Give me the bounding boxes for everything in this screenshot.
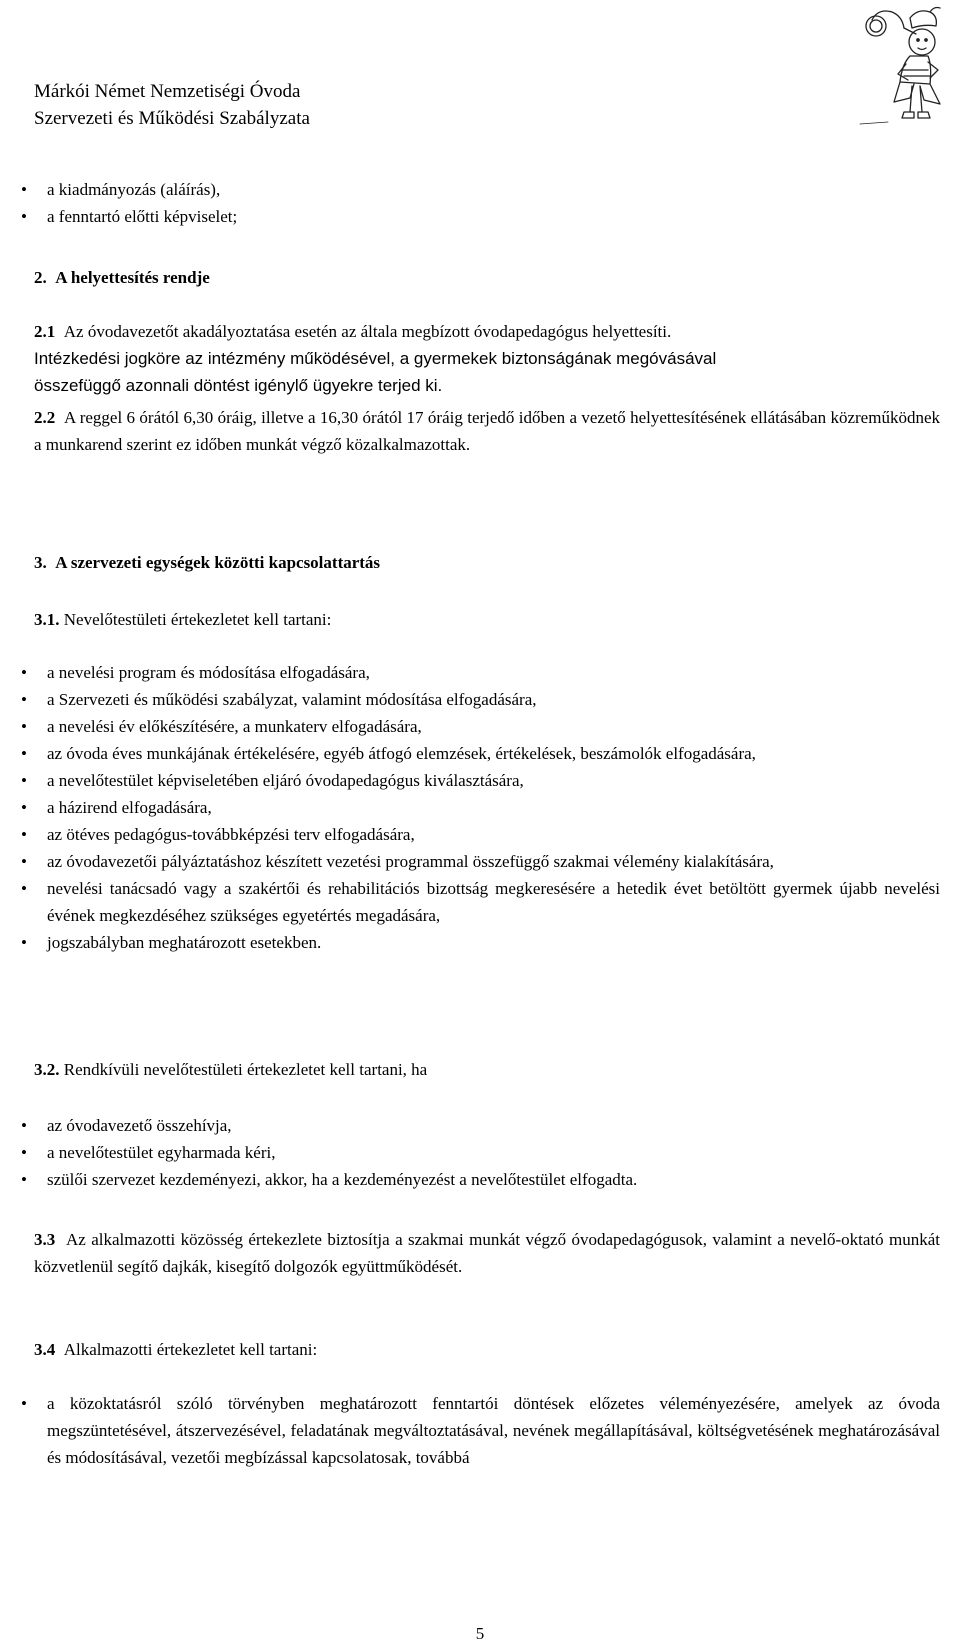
paragraph-3-1 (34, 606, 940, 633)
paragraph-line: Az óvodavezetőt akadályoztatása esetén az általa megbízott óvodapedagógus helyettesíti. (63, 322, 672, 341)
top-bullet-list (34, 176, 940, 230)
paragraph-text: Alkalmazotti értekezletet kell tartani: (63, 1340, 318, 1359)
paragraph-2-2 (34, 404, 940, 458)
section-number: 2. (34, 268, 47, 287)
paragraph-number: 3.1. (34, 610, 60, 629)
list-item: • a nevelőtestület képviseletében eljáró óvodapedagógus kiválasztására, (34, 767, 940, 794)
section-title: A szervezeti egységek közötti kapcsolattartás (55, 553, 381, 572)
document-header (34, 78, 310, 132)
list-item: • az óvodavezető összehívja, (34, 1112, 940, 1139)
list-item: • a nevelési program és módosítása elfogadására, (34, 659, 940, 686)
paragraph-number: 2.2 (34, 408, 56, 427)
child-with-horn-drawing-icon (858, 4, 946, 130)
paragraph-line: összefüggő azonnali döntést igénylő ügyekre terjed ki. (34, 376, 443, 395)
section-number: 3. (34, 553, 47, 572)
paragraph-number: 2.1 (34, 322, 56, 341)
list-item: • a kiadmányozás (aláírás), (34, 176, 940, 203)
paragraph-3-2 (34, 1056, 940, 1083)
list-item: • a Szervezeti és működési szabályzat, valamint módosítása elfogadására, (34, 686, 940, 713)
page-number: 5 (475, 1624, 485, 1643)
section-3-heading (34, 549, 940, 576)
list-item: • az óvodavezetői pályáztatáshoz készített vezetési programmal összefüggő szakmai vélemény kialakítására, (34, 848, 940, 875)
list-item: • jogszabályban meghatározott esetekben. (34, 929, 940, 956)
paragraph-3-4 (34, 1336, 940, 1363)
list-item: • a nevelési év előkészítésére, a munkaterv elfogadására, (34, 713, 940, 740)
header-school-name: Márkói Német Nemzetiségi Óvoda (34, 81, 301, 102)
list-item: • a házirend elfogadására, (34, 794, 940, 821)
paragraph-text: A reggel 6 órától 6,30 óráig, illetve a 16,30 órától 17 óráig terjedő időben a vezető helyettesítésének ellátásában közreműködnek a munkarend szerint ez időben munkát végző közalkalmazottak. (34, 408, 940, 454)
list-item: • a fenntartó előtti képviselet; (34, 203, 940, 230)
header-document-title: Szervezeti és Működési Szabályzata (34, 108, 310, 129)
list-item: • nevelési tanácsadó vagy a szakértői és rehabilitációs bizottság megkeresésére a hetedik évet betöltött gyermek újabb nevelési évének megkezdéséhez szükséges egyetértés megadására, (34, 875, 940, 929)
list-3-1 (34, 659, 940, 956)
paragraph-number: 3.3 (34, 1230, 56, 1249)
paragraph-text: Rendkívüli nevelőtestületi értekezletet kell tartani, ha (63, 1060, 428, 1079)
paragraph-2-1 (34, 318, 940, 399)
list-item: • az óvoda éves munkájának értékelésére, egyéb átfogó elemzések, értékelések, beszámolók elfogadására, (34, 740, 940, 767)
paragraph-text: Nevelőtestületi értekezletet kell tartani: (63, 610, 332, 629)
paragraph-text: Az alkalmazotti közösség értekezlete biztosítja a szakmai munkát végző óvodapedagógusok, valamint a nevelő-oktató munkát közvetlenül segítő dajkák, kisegítő dolgozók együttműködését. (34, 1230, 941, 1276)
list-3-4 (34, 1390, 940, 1471)
paragraph-number: 3.4 (34, 1340, 56, 1359)
list-item: • a nevelőtestület egyharmada kéri, (34, 1139, 940, 1166)
paragraph-3-3 (34, 1226, 940, 1280)
list-3-2 (34, 1112, 940, 1193)
section-2-heading (34, 264, 940, 291)
list-item: • szülői szervezet kezdeményezi, akkor, ha a kezdeményezést a nevelőtestület elfogadta. (34, 1166, 940, 1193)
section-title: A helyettesítés rendje (55, 268, 210, 287)
paragraph-number: 3.2. (34, 1060, 60, 1079)
list-item: • a közoktatásról szóló törvényben meghatározott fenntartói döntések előzetes véleményezésére, amelyek az óvoda megszüntetésével, átszervezésével, feladatának megváltoztatásával, nevének megállapításával, költségvetésének meghatározásával és módosításával, vezetői megbízással kapcsolatosak, továbbá (34, 1390, 940, 1471)
paragraph-line: Intézkedési jogköre az intézmény működésével, a gyermekek biztonságának megóvásával (34, 349, 717, 368)
list-item: • az ötéves pedagógus-továbbképzési terv elfogadására, (34, 821, 940, 848)
